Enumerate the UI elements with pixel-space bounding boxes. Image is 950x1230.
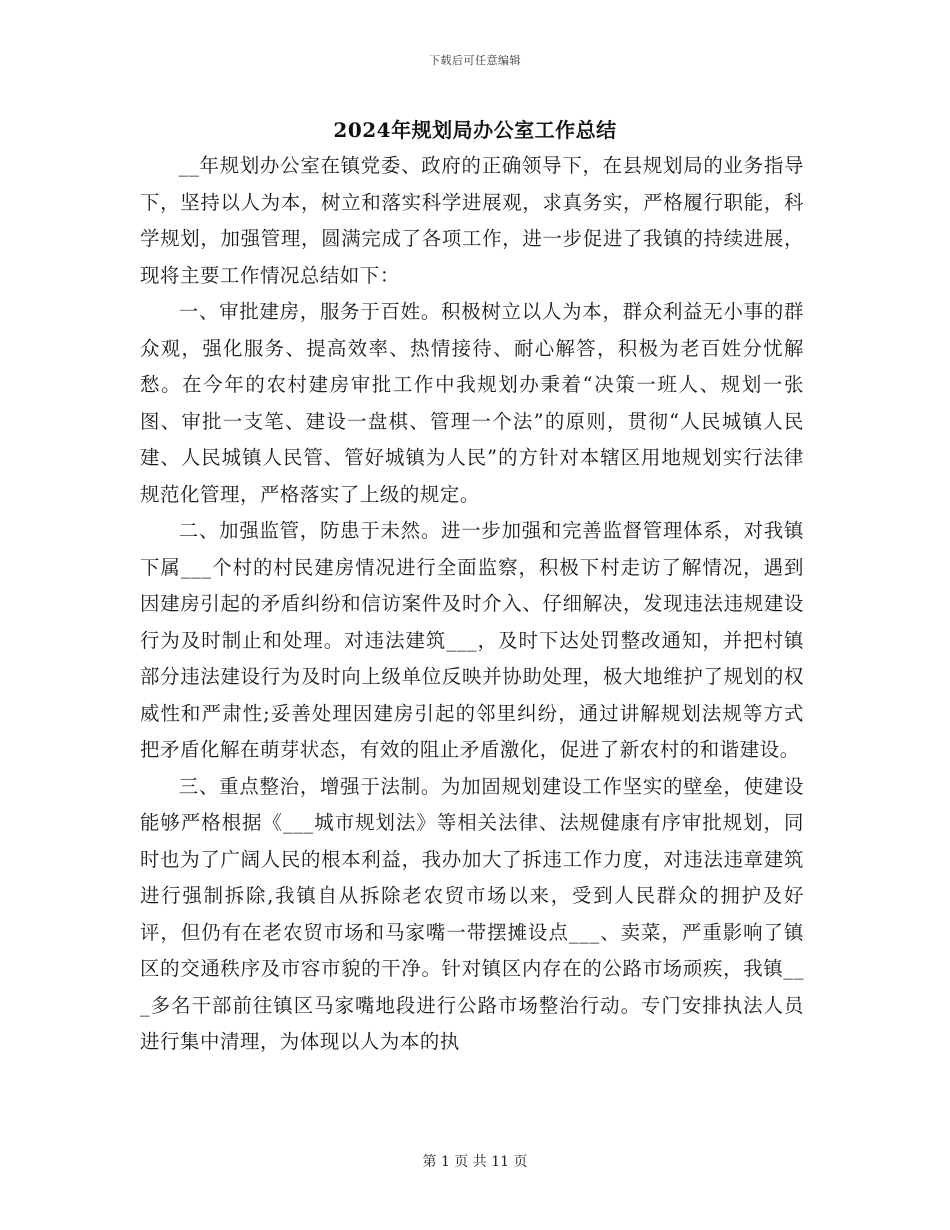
page-header-note: 下载后可任意编辑 xyxy=(429,54,521,67)
paragraph-intro: __年规划办公室在镇党委、政府的正确领导下，在县规划局的业务指导下，坚持以人为本，树立和落实科学进展观，求真务实，严格履行职能，科学规划，加强管理，圆满完成了各项工作，进一步促进了我镇的持续进展，现将主要工作情况总结如下： xyxy=(140,154,804,287)
paragraph-section-3: 三、重点整治，增强于法制。为加固规划建设工作坚实的壁垒，使建设能够严格根据《___城市规划法》等相关法律、法规健康有序审批规划，同时也为了广阔人民的根本利益，我办加大了拆违工作力度，对违法违章建筑进行强制拆除,我镇自从拆除老农贸市场以来，受到人民群众的拥护及好评，但仍有在老农贸市场和马家嘴一带摆摊设点___、卖菜，严重影响了镇区的交通秩序及市容市貌的干净。针对镇区内存在的公路市场顽疾，我镇___多名干部前往镇区马家嘴地段进行公路市场整治行动。专门安排执法人员进行集中清理，为体现以人为本的执 xyxy=(140,774,804,1053)
page-number: 第 1 页 共 11 页 xyxy=(422,1154,528,1170)
document-body xyxy=(140,148,804,1061)
document-title: 2024年规划局办公室工作总结 xyxy=(333,118,617,142)
paragraph-section-1: 一、审批建房，服务于百姓。积极树立以人为本，群众利益无小事的群众观，强化服务、提高效率、热情接待、耐心解答，积极为老百姓分忧解愁。在今年的农村建房审批工作中我规划办秉着“决策一班人、规划一张图、审批一支笔、建设一盘棋、管理一个法”的原则，贯彻“人民城镇人民建、人民城镇人民管、管好城镇为人民”的方针对本辖区用地规划实行法律规范化管理，严格落实了上级的规定。 xyxy=(140,300,804,506)
paragraph-section-2: 二、加强监管，防患于未然。进一步加强和完善监督管理体系，对我镇下属___个村的村民建房情况进行全面监察，积极下村走访了解情况，遇到因建房引起的矛盾纠纷和信访案件及时介入、仔细解决，发现违法违规建设行为及时制止和处理。对违法建筑___，及时下达处罚整改通知，并把村镇部分违法建设行为及时向上级单位反映并协助处理，极大地维护了规划的权威性和严肃性;妥善处理因建房引起的邻里纠纷，通过讲解规划法规等方式把矛盾化解在萌芽状态，有效的阻止矛盾激化，促进了新农村的和谐建设。 xyxy=(140,519,804,761)
